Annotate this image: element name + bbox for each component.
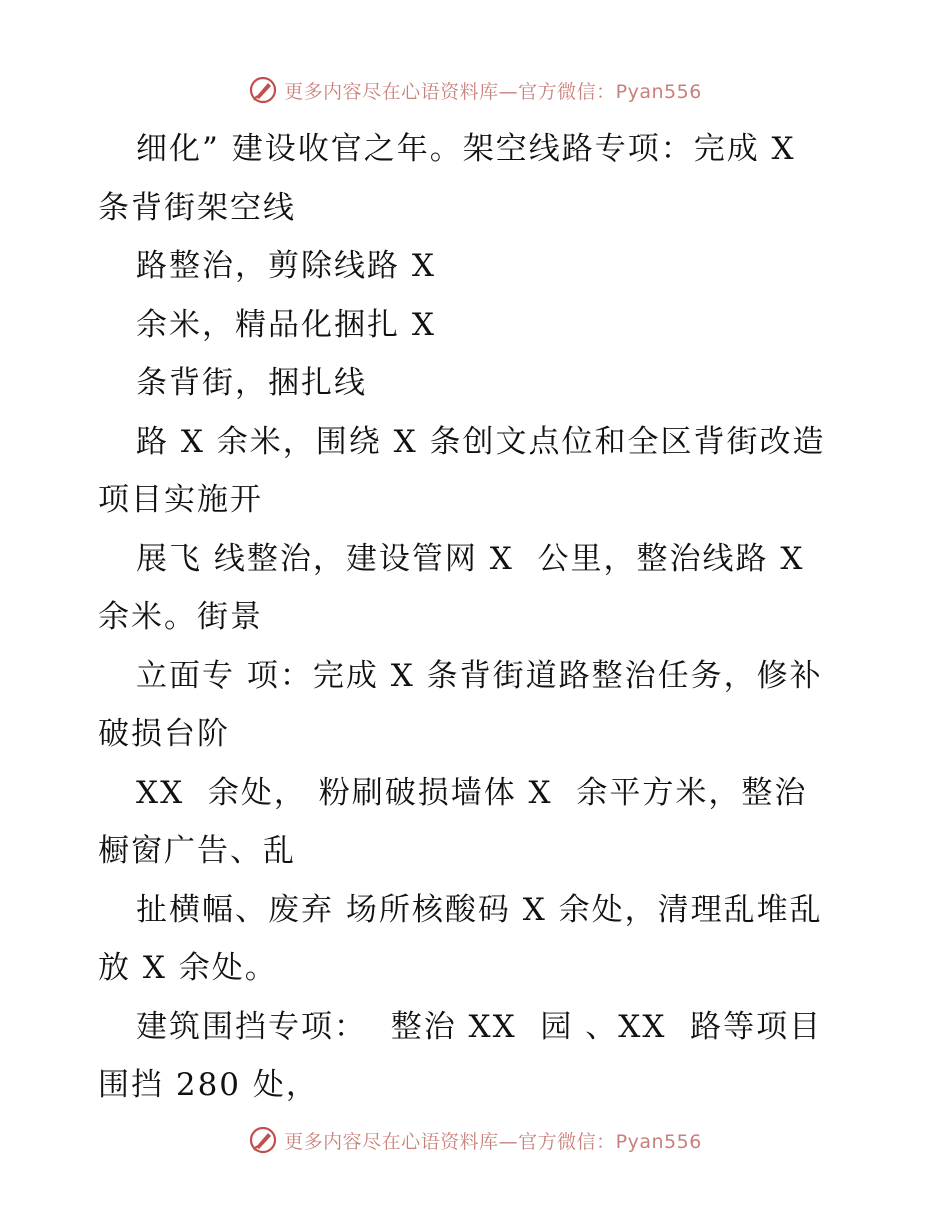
quill-logo-icon [248, 75, 278, 105]
text-line: 扯横幅、废弃 场所核酸码 X 余处，清理乱堆乱 [136, 891, 823, 928]
watermark-text: 更多内容尽在心语资料库—官方微信：Pyan556 [284, 1130, 702, 1153]
text-line: 围挡 280 处， [98, 1067, 319, 1103]
text-line: 项目实施开 [98, 482, 263, 518]
footer-watermark [0, 1120, 950, 1160]
text-line: 余米。街景 [98, 599, 263, 635]
text-line: XX 余处， 粉刷破损墙体 X 余平方米，整治 [136, 774, 808, 811]
text-line: 橱窗广告、乱 [98, 833, 296, 869]
header-watermark [0, 70, 950, 110]
text-line: 展飞 线整治，建设管网 X 公里，整治线路 X [136, 540, 805, 577]
quill-logo-icon [248, 1125, 278, 1155]
text-line: 破损台阶 [98, 716, 230, 752]
document-body [98, 120, 858, 1115]
text-line: 细化” 建设收官之年。架空线路专项：完成 X [136, 131, 796, 167]
text-line: 立面专 项：完成 X 条背街道路整治任务，修补 [136, 657, 823, 694]
text-line: 条背街，捆扎线 [136, 365, 367, 401]
text-line: 路整治，剪除线路 X [136, 248, 436, 284]
watermark-text: 更多内容尽在心语资料库—官方微信：Pyan556 [284, 80, 702, 103]
text-line: 余米，精品化捆扎 X [136, 306, 436, 343]
text-line: 路 X 余米，围绕 X 条创文点位和全区背街改造 [136, 423, 826, 460]
text-line: 条背街架空线 [98, 189, 296, 226]
text-line: 建筑围挡专项： 整治 XX 园 、XX 路等项目 [136, 1008, 823, 1045]
text-line: 放 X 余处。 [98, 950, 278, 986]
